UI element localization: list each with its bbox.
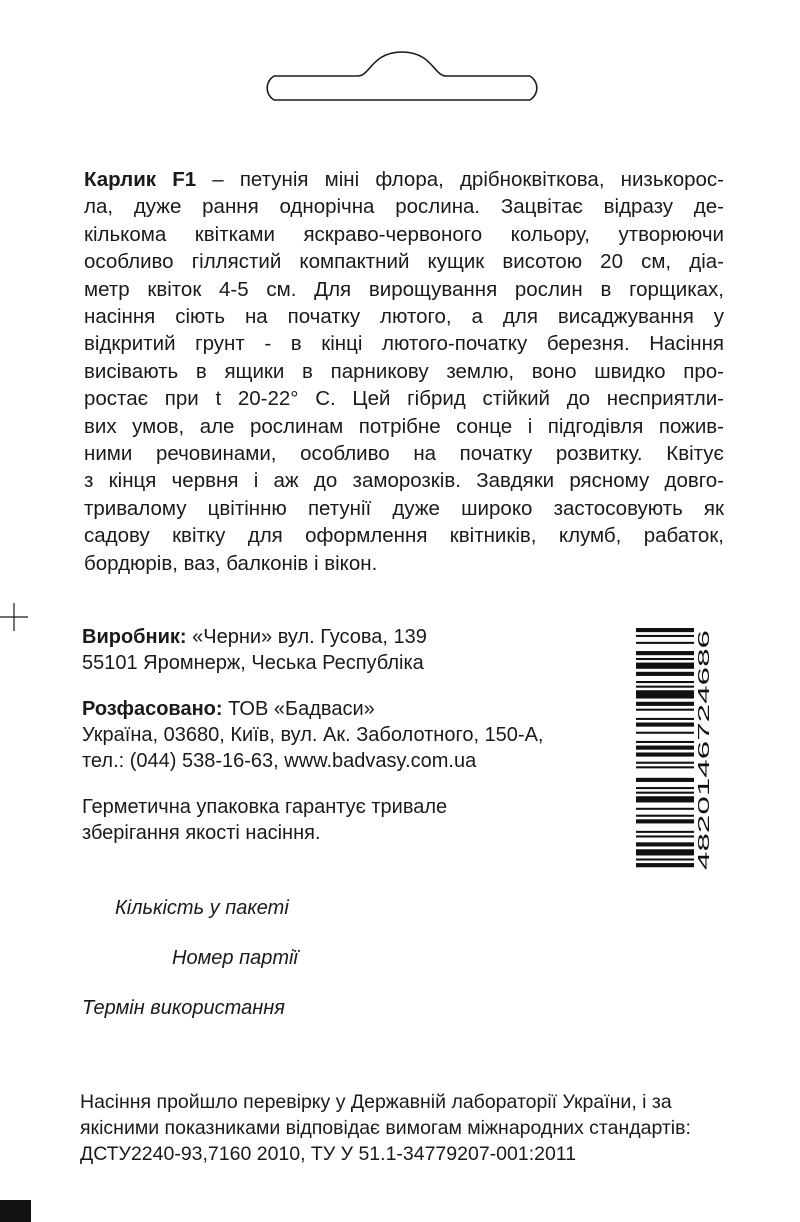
description-text: метр квіток 4-5 см. Для вирощування рослин в горщиках, [84, 277, 724, 301]
packager-address: Україна, 03680, Київ, вул. Ак. Заболотного, 150-А, [82, 724, 544, 746]
barcode-bar [636, 658, 694, 660]
certification-line-3: ДСТУ2240-93,7160 2010, ТУ У 51.1-34779207-001:2011 [80, 1143, 577, 1165]
description-line [84, 550, 724, 577]
barcode-bar [636, 732, 694, 734]
sealed-note-line-2: зберігання якості насіння. [82, 822, 321, 844]
registration-block [0, 1200, 31, 1222]
barcode-bar [636, 741, 694, 743]
description-text: з кінця червня і аж до заморозків. Завдяки рясному довго- [84, 469, 724, 493]
barcode-bar [636, 849, 694, 855]
sealed-note-line-1: Герметична упаковка гарантує тривале [82, 796, 448, 818]
manufacturer-label: Виробник: [82, 626, 187, 648]
manufacturer-address: 55101 Яромнерж, Чеська Республіка [82, 652, 424, 674]
description-line [84, 467, 724, 494]
certification-note [80, 1089, 730, 1167]
description-line [84, 221, 724, 248]
description-text: висівають в ящики в парникову землю, воно швидко про- [84, 359, 724, 383]
barcode-bar [636, 815, 694, 817]
product-name: Карлик F1 [84, 168, 197, 191]
batch-number-label: Номер партії [172, 947, 298, 969]
product-description [84, 166, 724, 577]
barcode-bar [636, 635, 694, 637]
certification-line-2: якісними показниками відповідає вимогам міжнародних стандартів: [80, 1117, 691, 1139]
barcode-bar [636, 842, 694, 846]
description-line [84, 413, 724, 440]
description-line [84, 358, 724, 385]
description-line [84, 522, 724, 549]
manufacturer-name: «Черни» вул. Гусова, 139 [186, 626, 427, 648]
quantity-label: Кількість у пакеті [115, 897, 289, 919]
description-line [84, 303, 724, 330]
description-text: – петунія міні флора, дрібноквіткова, низькорос- [196, 168, 724, 191]
barcode-digits: 4820146724686 [696, 754, 713, 870]
packager-contacts: тел.: (044) 538-16-63, www.badvasy.com.ua [82, 750, 477, 772]
description-line [84, 276, 724, 303]
packager-label: Розфасовано: [82, 698, 223, 720]
description-text: вих умов, але рослинам потрібне сонце і підгодівля пожив- [84, 414, 724, 438]
description-text: бордюрів, ваз, балконів і вікон. [84, 551, 378, 575]
description-text: садову квітку для оформлення квітників, клумб, рабаток, [84, 524, 724, 548]
description-text: ла, дуже рання однорічна рослина. Зацвітає відразу де- [84, 195, 724, 219]
manufacturer-info [82, 624, 427, 676]
description-text: тривалому цвітінню петунії дуже широко застосовують як [84, 496, 724, 520]
barcode-bar [636, 672, 694, 676]
barcode-bar [636, 858, 694, 860]
description-line [84, 166, 724, 193]
description-text: особливо гіллястий компактний кущик висотою 20 см, діа- [84, 250, 724, 274]
sealed-package-note [82, 794, 447, 846]
barcode-bar [636, 863, 694, 867]
description-line [84, 330, 724, 357]
barcode-bar [636, 819, 694, 823]
packager-info [82, 696, 543, 774]
barcode-bar [636, 651, 694, 655]
barcode-bar [636, 690, 694, 698]
barcode-bar [636, 723, 694, 727]
barcode-bar [636, 681, 694, 683]
barcode-bar [636, 746, 694, 750]
description-line [84, 193, 724, 220]
description-text: ними речовинами, особливо на початку розвитку. Квітує [84, 442, 724, 466]
barcode-bar [636, 628, 694, 632]
barcode-bar [636, 766, 694, 768]
barcode-bar [636, 835, 694, 837]
barcode-bar [636, 642, 694, 644]
barcode-bar [636, 702, 694, 706]
certification-line-1: Насіння пройшло перевірку у Державній лабораторії України, і за [80, 1091, 672, 1113]
description-text: відкритий грунт - в кінці лютого-початку березня. Насіння [84, 332, 724, 356]
description-line [84, 385, 724, 412]
crop-mark-icon [0, 603, 28, 631]
barcode-bar [636, 831, 694, 833]
barcode-bar [636, 686, 694, 688]
description-line [84, 495, 724, 522]
description-text: насіння сіють на початку лютого, а для висаджування у [84, 305, 724, 329]
barcode-bar [636, 778, 694, 782]
description-line [84, 248, 724, 275]
packager-name: ТОВ «Бадваси» [222, 698, 375, 720]
hang-tab-outline [246, 48, 558, 104]
barcode-bar [636, 752, 694, 756]
barcode-bar [636, 762, 694, 764]
barcode-bar [636, 792, 694, 794]
barcode-bar [636, 796, 694, 802]
description-text: кількома квітками яскраво-червоного кольору, утворюючи [84, 222, 724, 246]
barcode-bar [636, 663, 694, 669]
barcode-bar [636, 808, 694, 810]
description-text: ростає при t 20-22° C. Цей гібрид стійкий до несприятли- [84, 387, 724, 411]
barcode [636, 628, 714, 870]
description-line [84, 440, 724, 467]
barcode-bar [636, 718, 694, 720]
barcode-bar [636, 709, 694, 711]
expiry-label: Термін використання [82, 997, 285, 1019]
barcode-bar [636, 787, 694, 789]
